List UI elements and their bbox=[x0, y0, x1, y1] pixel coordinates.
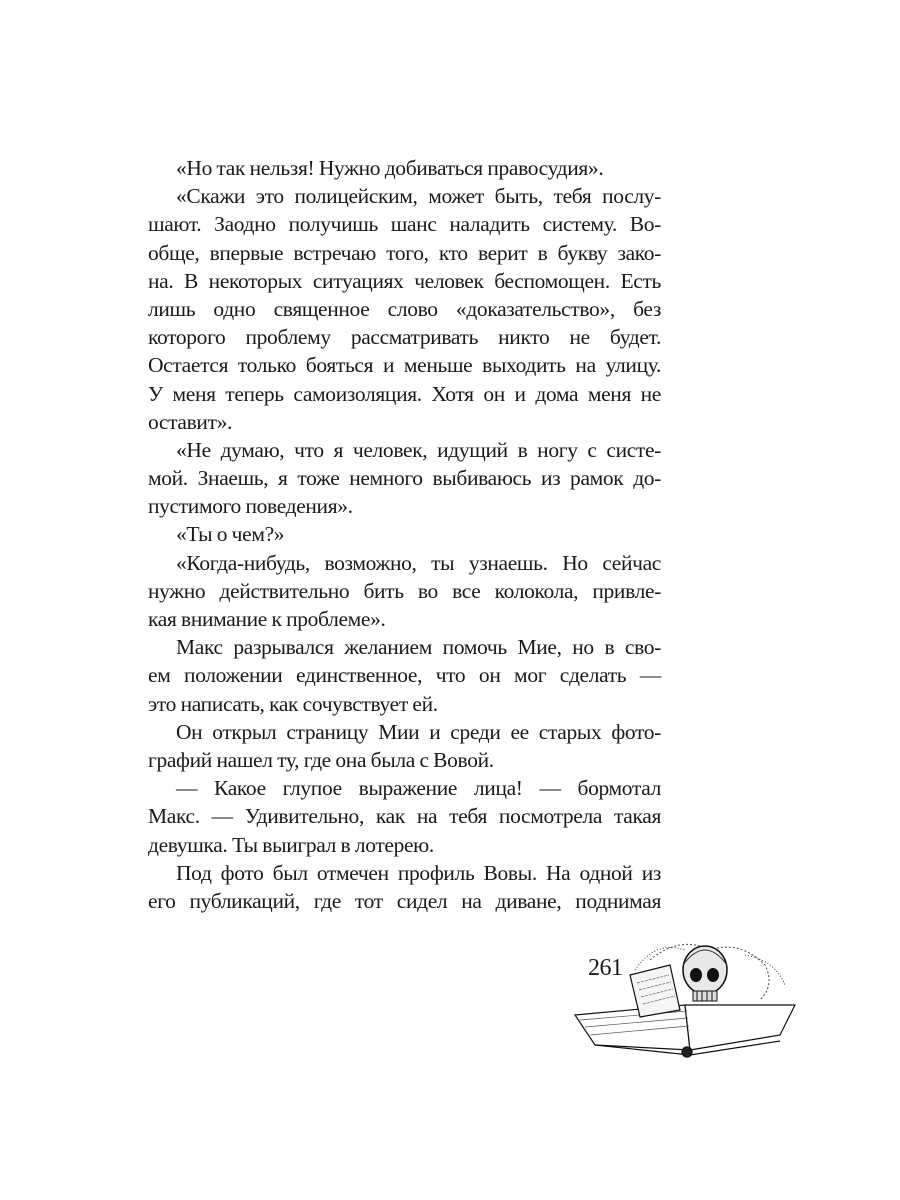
text-line: Под фото был отмечен профиль Вовы. На одной из bbox=[176, 860, 661, 885]
text-line: «Когда-нибудь, возможно, ты узнаешь. Но сейчас bbox=[176, 550, 661, 575]
text-line: которого проблему рассматривать никто не будет. bbox=[148, 325, 661, 350]
text-line: графий нашел ту, где она была с Вовой. bbox=[148, 747, 494, 772]
text-line: девушка. Ты выиграл в лотерею. bbox=[148, 832, 434, 857]
text-line: обще, впервые встречаю того, кто верит в букву зако- bbox=[148, 240, 661, 265]
text-line: кая внимание к проблеме». bbox=[148, 607, 386, 631]
text-line: оставит». bbox=[148, 409, 233, 434]
text-line: Остается только бояться и меньше выходить на улицу. bbox=[148, 353, 661, 378]
text-line: «Ты о чем?» bbox=[176, 522, 285, 547]
text-line: его публикаций, где тот сидел на диване, поднимая bbox=[148, 888, 661, 913]
text-line: ем положении единственное, что он мог сделать — bbox=[148, 663, 661, 688]
skull-icon bbox=[683, 946, 727, 1001]
text-line: на. В некоторых ситуациях человек беспомощен. Есть bbox=[148, 268, 661, 293]
text-line: мой. Знаешь, я тоже немного выбиваюсь из рамок до- bbox=[148, 466, 661, 491]
page-number: 261 bbox=[588, 955, 623, 981]
text-line: это написать, как сочувствует ей. bbox=[148, 691, 438, 716]
text-line: Он открыл страницу Мии и среди ее старых фото- bbox=[176, 719, 661, 744]
text-line: лишь одно священное слово «доказательство», без bbox=[148, 296, 661, 321]
text-line: «Но так нельзя! Нужно добиваться правосудия». bbox=[176, 156, 604, 180]
text-line: пустимого поведения». bbox=[148, 494, 353, 519]
text-line: «Скажи это полицейским, может быть, тебя послу- bbox=[176, 184, 661, 209]
body-text bbox=[148, 154, 661, 915]
text-line: Макс разрывался желанием помочь Мие, но в сво- bbox=[176, 635, 661, 660]
skull-and-book-illustration bbox=[565, 925, 825, 1065]
text-line: шают. Заодно получишь шанс наладить систему. Во- bbox=[148, 212, 661, 237]
text-line: — Какое глупое выражение лица! — бормотал bbox=[176, 776, 661, 801]
text-line: нужно действительно бить во все колокола, привле- bbox=[148, 578, 661, 603]
text-line: «Не думаю, что я человек, идущий в ногу с систе- bbox=[176, 437, 661, 462]
text-line: Макс. — Удивительно, как на тебя посмотрела такая bbox=[148, 804, 661, 829]
text-line: У меня теперь самоизоляция. Хотя он и дома меня не bbox=[148, 381, 661, 406]
